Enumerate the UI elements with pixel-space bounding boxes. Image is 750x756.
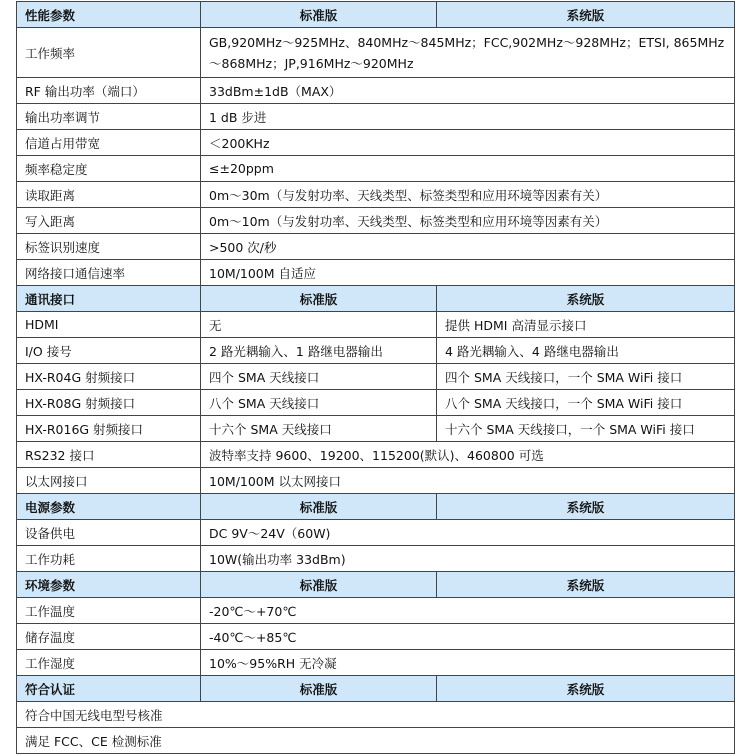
spec-value: 10%～95%RH 无冷凝 <box>201 650 735 676</box>
spec-row <box>17 468 735 494</box>
spec-row <box>17 520 735 546</box>
spec-row <box>17 182 735 208</box>
spec-value: 0m～30m（与发射功率、天线类型、标签类型和应用环境等因素有关） <box>201 182 735 208</box>
spec-value: 波特率支持 9600、19200、115200(默认)、460800 可选 <box>201 442 735 468</box>
section-title: 性能参数 <box>17 2 201 28</box>
spec-label: RF 输出功率（端口） <box>17 78 201 104</box>
spec-value-standard: 2 路光耦输入、1 路继电器输出 <box>201 338 437 364</box>
section-title: 环境参数 <box>17 572 201 598</box>
spec-label: RS232 接口 <box>17 442 201 468</box>
spec-value: ＜200KHz <box>201 130 735 156</box>
spec-value-system: 提供 HDMI 高清显示接口 <box>437 312 735 338</box>
spec-value: 1 dB 步进 <box>201 104 735 130</box>
column-header-standard: 标准版 <box>201 286 437 312</box>
spec-row <box>17 416 735 442</box>
spec-label: HX-R04G 射频接口 <box>17 364 201 390</box>
spec-label: 以太网接口 <box>17 468 201 494</box>
spec-value: 10M/100M 以太网接口 <box>201 468 735 494</box>
spec-row <box>17 234 735 260</box>
column-header-system: 系统版 <box>437 572 735 598</box>
spec-label: 网络接口通信速率 <box>17 260 201 286</box>
section-header-cert <box>17 676 735 702</box>
spec-label: HX-R016G 射频接口 <box>17 416 201 442</box>
spec-label: 工作功耗 <box>17 546 201 572</box>
spec-value: -20℃～+70℃ <box>201 598 735 624</box>
spec-row <box>17 598 735 624</box>
spec-label: 工作温度 <box>17 598 201 624</box>
spec-value-standard: 十六个 SMA 天线接口 <box>201 416 437 442</box>
spec-row <box>17 104 735 130</box>
spec-value-standard: 八个 SMA 天线接口 <box>201 390 437 416</box>
spec-value: DC 9V～24V（60W) <box>201 520 735 546</box>
spec-value: 0m～10m（与发射功率、天线类型、标签类型和应用环境等因素有关） <box>201 208 735 234</box>
section-header-comm <box>17 286 735 312</box>
spec-value: -40℃～+85℃ <box>201 624 735 650</box>
column-header-standard: 标准版 <box>201 572 437 598</box>
section-title: 通讯接口 <box>17 286 201 312</box>
spec-value-standard: 四个 SMA 天线接口 <box>201 364 437 390</box>
spec-row <box>17 364 735 390</box>
spec-label: 信道占用带宽 <box>17 130 201 156</box>
spec-label: 工作湿度 <box>17 650 201 676</box>
section-header-performance <box>17 2 735 28</box>
spec-value: >500 次/秒 <box>201 234 735 260</box>
spec-row <box>17 338 735 364</box>
column-header-system: 系统版 <box>437 676 735 702</box>
spec-row <box>17 208 735 234</box>
spec-value-system: 4 路光耦输入、4 路继电器输出 <box>437 338 735 364</box>
cert-row <box>17 702 735 728</box>
spec-label: I/O 接号 <box>17 338 201 364</box>
cert-text: 满足 FCC、CE 检测标准 <box>17 728 735 754</box>
spec-row <box>17 78 735 104</box>
spec-value-system: 十六个 SMA 天线接口，一个 SMA WiFi 接口 <box>437 416 735 442</box>
spec-value-standard: 无 <box>201 312 437 338</box>
spec-row <box>17 312 735 338</box>
spec-label: 频率稳定度 <box>17 156 201 182</box>
section-title: 电源参数 <box>17 494 201 520</box>
spec-label: HDMI <box>17 312 201 338</box>
spec-row <box>17 624 735 650</box>
column-header-system: 系统版 <box>437 494 735 520</box>
spec-value: 33dBm±1dB（MAX） <box>201 78 735 104</box>
spec-label: 读取距离 <box>17 182 201 208</box>
column-header-system: 系统版 <box>437 286 735 312</box>
spec-row <box>17 650 735 676</box>
spec-label: 输出功率调节 <box>17 104 201 130</box>
spec-value: GB,920MHz～925MHz、840MHz～845MHz；FCC,902MHz～928MHz；ETSI, 865MHz～868MHz；JP,916MHz～920MHz <box>201 28 735 78</box>
section-header-power <box>17 494 735 520</box>
spec-value: ≤±20ppm <box>201 156 735 182</box>
spec-label: HX-R08G 射频接口 <box>17 390 201 416</box>
spec-value: 10W(输出功率 33dBm) <box>201 546 735 572</box>
spec-value-system: 四个 SMA 天线接口，一个 SMA WiFi 接口 <box>437 364 735 390</box>
spec-value-system: 八个 SMA 天线接口，一个 SMA WiFi 接口 <box>437 390 735 416</box>
section-title: 符合认证 <box>17 676 201 702</box>
section-header-env <box>17 572 735 598</box>
spec-label: 储存温度 <box>17 624 201 650</box>
spec-row <box>17 546 735 572</box>
spec-label: 设备供电 <box>17 520 201 546</box>
spec-row <box>17 130 735 156</box>
spec-row <box>17 28 735 78</box>
cert-row <box>17 728 735 754</box>
column-header-system: 系统版 <box>437 2 735 28</box>
spec-table <box>16 1 735 754</box>
spec-label: 写入距离 <box>17 208 201 234</box>
spec-label: 标签识别速度 <box>17 234 201 260</box>
spec-value: 10M/100M 自适应 <box>201 260 735 286</box>
spec-label: 工作频率 <box>17 28 201 78</box>
spec-row <box>17 156 735 182</box>
spec-row <box>17 390 735 416</box>
spec-row <box>17 260 735 286</box>
cert-text: 符合中国无线电型号核准 <box>17 702 735 728</box>
column-header-standard: 标准版 <box>201 676 437 702</box>
column-header-standard: 标准版 <box>201 2 437 28</box>
column-header-standard: 标准版 <box>201 494 437 520</box>
spec-row <box>17 442 735 468</box>
